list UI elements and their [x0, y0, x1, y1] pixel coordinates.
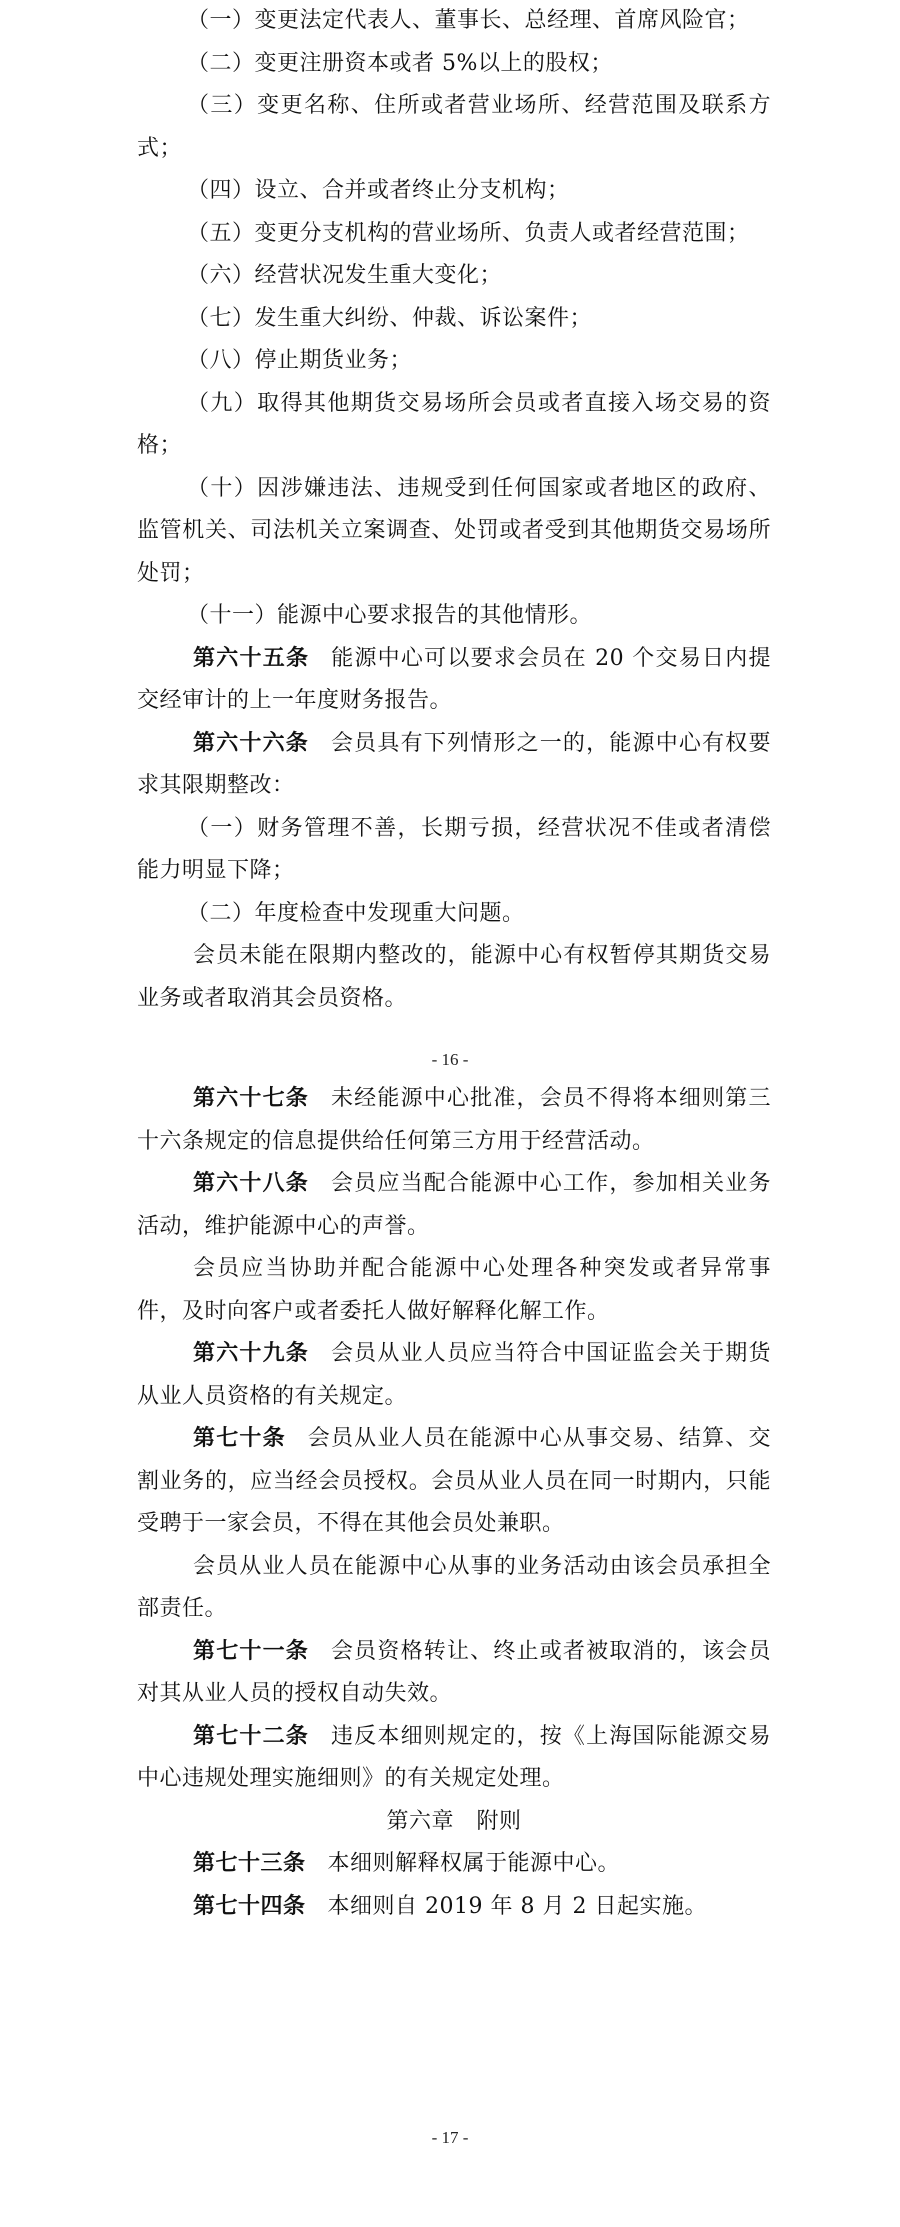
- article-title: 第七十一条: [193, 1638, 309, 1664]
- list-item: （二）年度检查中发现重大问题。: [187, 900, 525, 926]
- list-item: （三）变更名称、住所或者营业场所、经营范围及联系方式；: [137, 93, 771, 161]
- list-item: （十）因涉嫌违法、违规受到任何国家或者地区的政府、监管机关、司法机关立案调查、处罚或者受到其他期货交易场所处罚；: [137, 475, 771, 586]
- article-72: [137, 1716, 771, 1801]
- article-title: 第六十五条: [193, 645, 310, 671]
- article-70: [137, 1418, 771, 1546]
- article-title: 第七十二条: [193, 1723, 309, 1749]
- list-item: （六）经营状况发生重大变化；: [187, 263, 503, 288]
- page-17-body: [137, 1078, 771, 1928]
- paragraph: 会员从业人员在能源中心从事的业务活动由该会员承担全部责任。: [137, 1553, 771, 1621]
- list-item: （二）变更注册资本或者 5%以上的股权；: [187, 50, 613, 76]
- article-65: [137, 638, 771, 723]
- article-74: [137, 1886, 771, 1929]
- article-73: [137, 1843, 771, 1886]
- article-title: 第七十四条: [193, 1893, 306, 1919]
- list-item: （一）财务管理不善，长期亏损，经营状况不佳或者清偿能力明显下降；: [137, 815, 771, 883]
- chapter-heading: 第六章 附则: [386, 1808, 522, 1834]
- list-item: （四）设立、合并或者终止分支机构；: [187, 178, 570, 203]
- list-item: （九）取得其他期货交易场所会员或者直接入场交易的资格；: [137, 390, 771, 458]
- article-text: 违反本细则规定的，按《上海国际能源交易中心违规处理实施细则》的有关规定处理。: [137, 1723, 771, 1791]
- article-71: [137, 1631, 771, 1716]
- article-67: [137, 1078, 771, 1163]
- page-16-body: [137, 0, 771, 1020]
- list-item: （五）变更分支机构的营业场所、负责人或者经营范围；: [187, 220, 750, 246]
- list-item: （一）变更法定代表人、董事长、总经理、首席风险官；: [187, 8, 750, 33]
- list-item: （七）发生重大纠纷、仲裁、诉讼案件；: [187, 305, 593, 331]
- article-69: [137, 1333, 771, 1418]
- article-text: 会员具有下列情形之一的，能源中心有权要求其限期整改：: [137, 730, 771, 798]
- paragraph: 会员未能在限期内整改的，能源中心有权暂停其期货交易业务或者取消其会员资格。: [137, 943, 771, 1011]
- article-title: 第七十三条: [193, 1851, 306, 1876]
- page-number: - 16 -: [431, 1050, 469, 1069]
- article-68: [137, 1163, 771, 1248]
- article-text: 会员资格转让、终止或者被取消的，该会员对其从业人员的授权自动失效。: [137, 1638, 771, 1706]
- page-number: - 17 -: [431, 2128, 469, 2147]
- article-text: 本细则自 2019 年 8 月 2 日起实施。: [327, 1893, 707, 1919]
- article-text: 本细则解释权属于能源中心。: [327, 1851, 621, 1876]
- article-text: 会员应当配合能源中心工作，参加相关业务活动，维护能源中心的声誉。: [137, 1171, 771, 1239]
- article-text: 会员从业人员应当符合中国证监会关于期货从业人员资格的有关规定。: [137, 1341, 771, 1409]
- article-title: 第六十六条: [193, 730, 309, 756]
- paragraph: 会员应当协助并配合能源中心处理各种突发或者异常事件，及时向客户或者委托人做好解释化解工作。: [137, 1256, 771, 1324]
- article-title: 第七十条: [193, 1426, 286, 1451]
- list-item: （十一）能源中心要求报告的其他情形。: [187, 603, 593, 628]
- article-text: 未经能源中心批准，会员不得将本细则第三十六条规定的信息提供给任何第三方用于经营活动。: [137, 1086, 771, 1154]
- article-66: [137, 723, 771, 808]
- article-title: 第六十九条: [193, 1341, 309, 1366]
- list-item: （八）停止期货业务；: [187, 348, 413, 373]
- article-text: 能源中心可以要求会员在 20 个交易日内提交经审计的上一年度财务报告。: [137, 645, 771, 713]
- article-text: 会员从业人员在能源中心从事交易、结算、交割业务的，应当经会员授权。会员从业人员在同一时期内，只能受聘于一家会员，不得在其他会员处兼职。: [137, 1426, 771, 1536]
- article-title: 第六十七条: [193, 1086, 309, 1111]
- article-title: 第六十八条: [193, 1171, 309, 1196]
